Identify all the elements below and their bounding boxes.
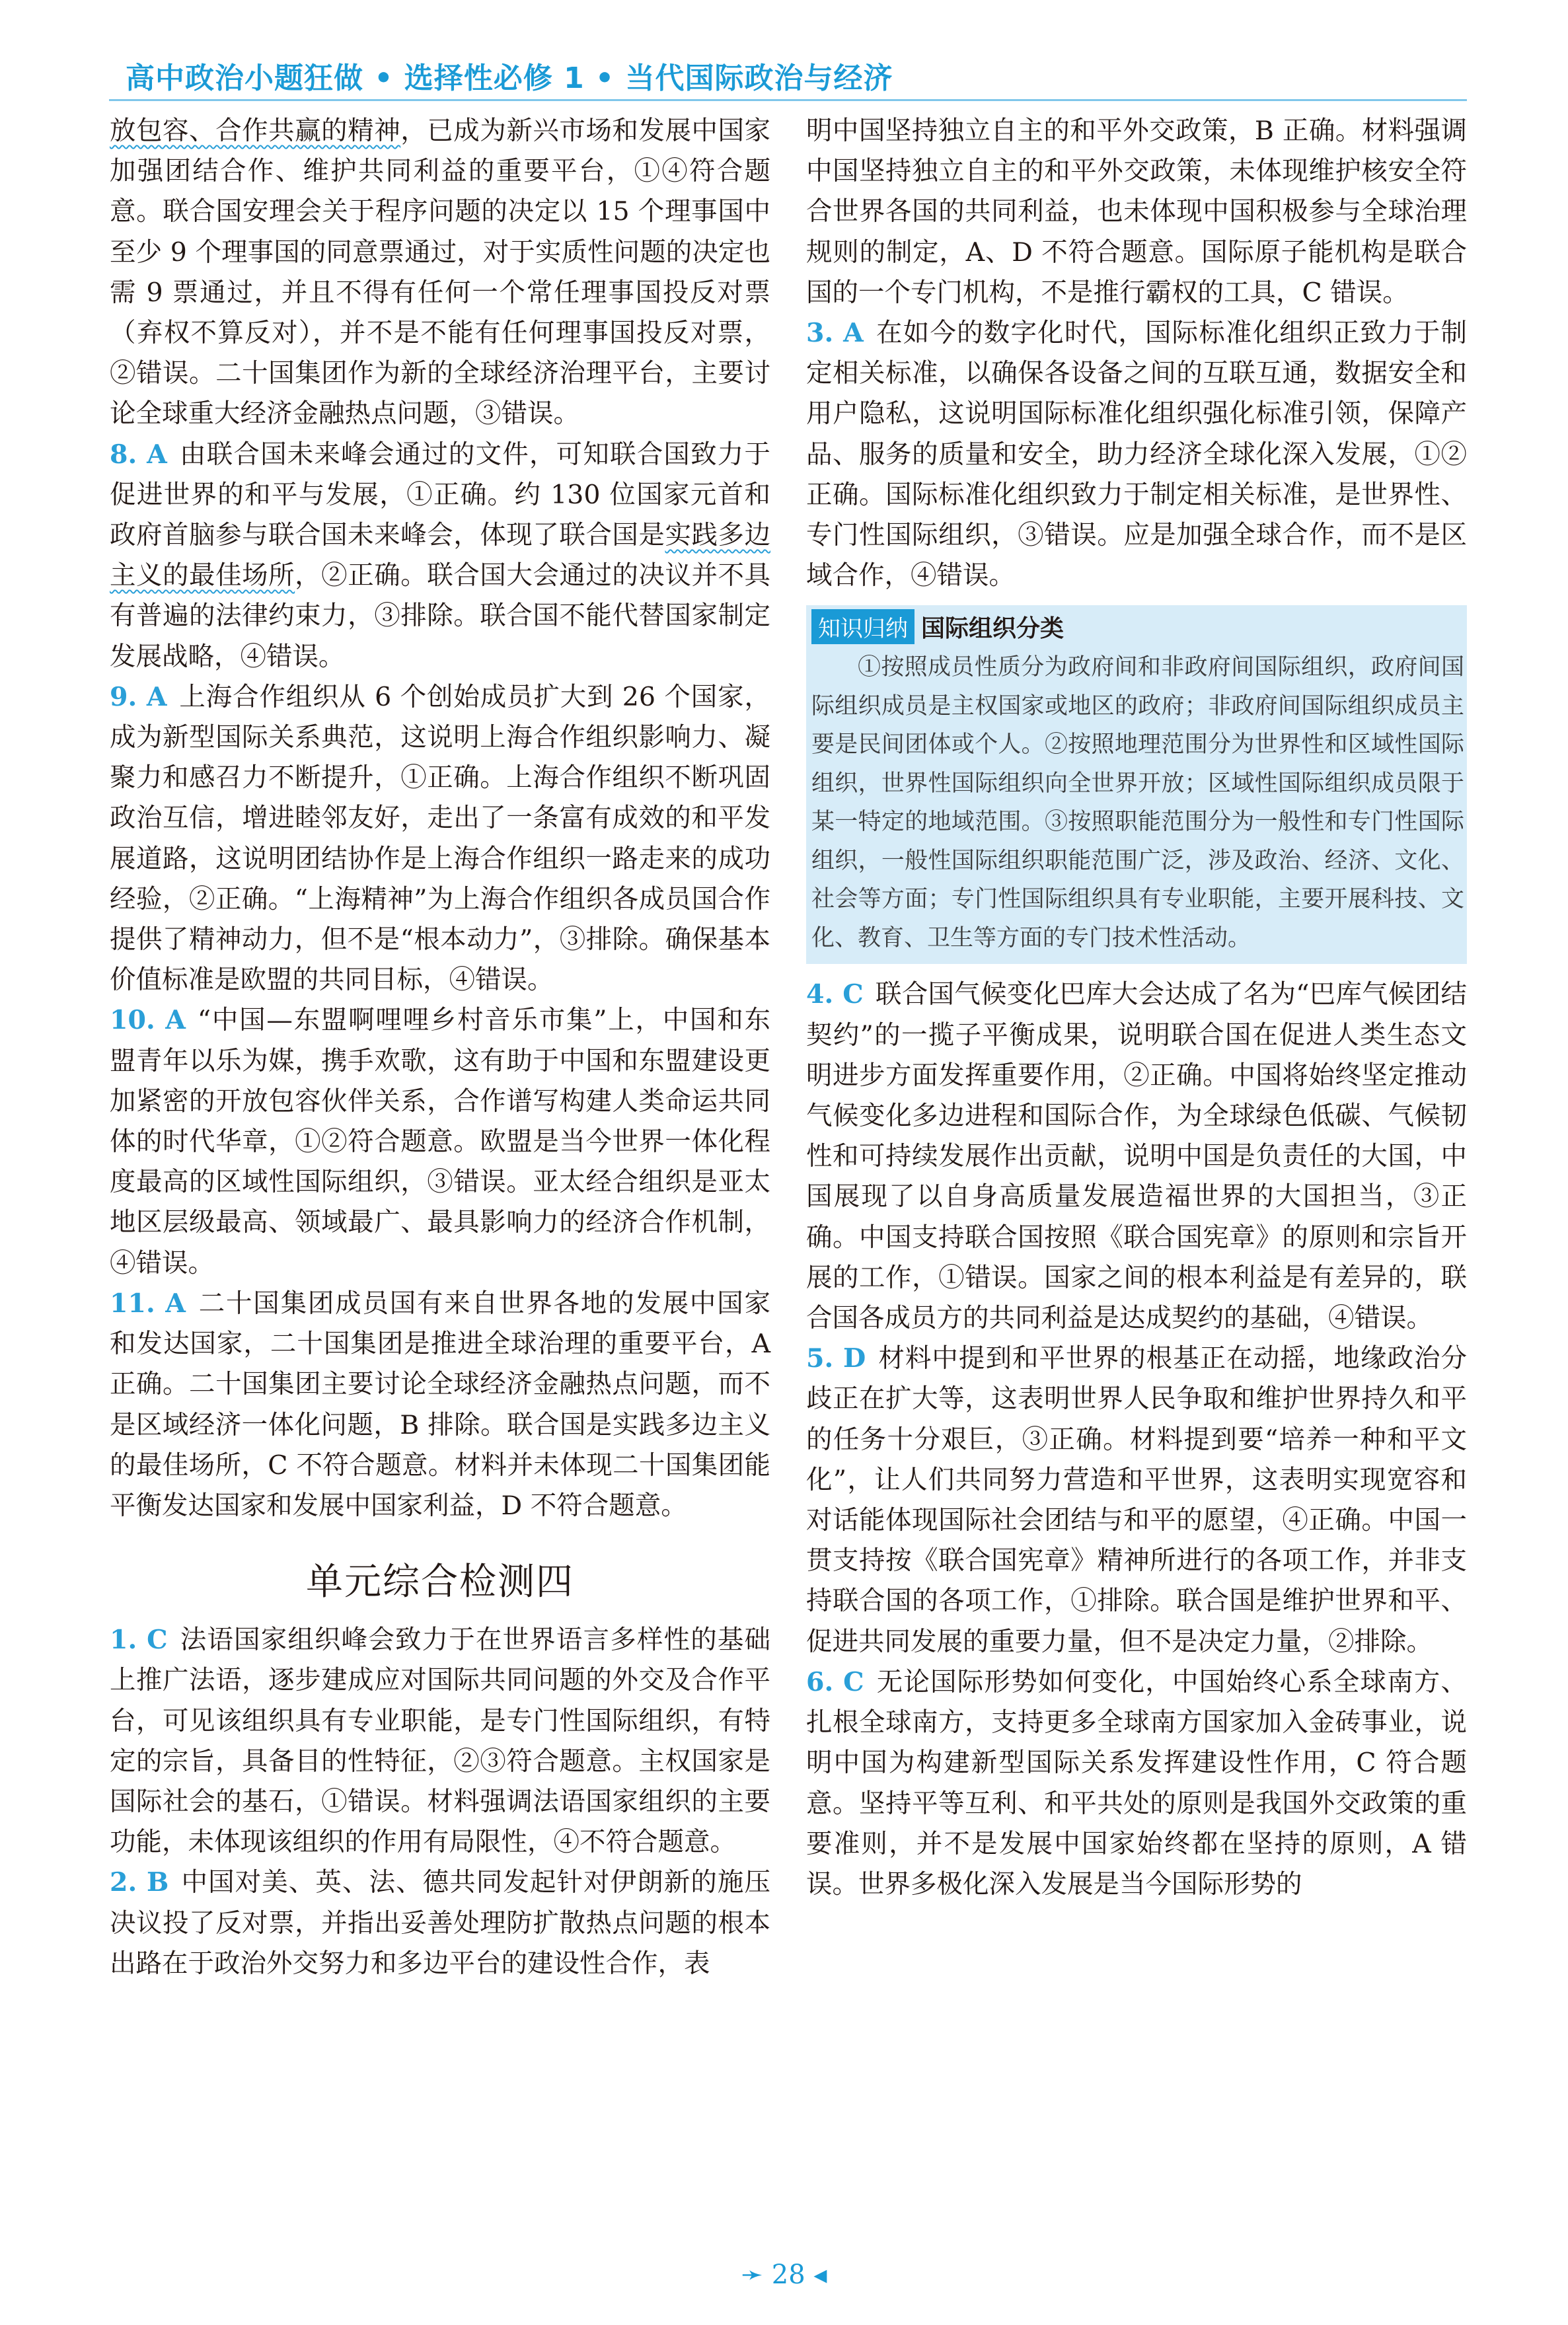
answer-number: 5. D: [806, 1343, 866, 1374]
answer-10: 10. A “中国—东盟啊哩哩乡村音乐市集”上，中国和东盟青年以乐为媒，携手欢歌，这有助于中国和东盟建设更加紧密的开放包容伙伴关系，合作谱写构建人类命运共同体的时代华章，①②符合题意。欧盟是当今世界一体化程度最高的区域性国际组织，③错误。亚太经合组织是亚太地区层级最高、领域最广、最具影响力的经济合作机制，④错误。: [110, 1005, 770, 1278]
answer-number: 4. C: [806, 979, 864, 1010]
unit-answer-1: 1. C 法语国家组织峰会致力于在世界语言多样性的基础上推广法语，逐步建成应对国际共同问题的外交及合作平台，可见该组织具有专业职能，是专门性国际组织，有特定的宗旨，具备目的性特征，②③符合题意。主权国家是国际社会的基石，①错误。材料强调法语国家组织的主要功能，未体现该组织的作用有局限性，④不符合题意。: [110, 1625, 771, 1858]
right-column: [806, 111, 1467, 1905]
header-rule: [109, 99, 1467, 101]
answer-number: 1. C: [110, 1625, 168, 1656]
answer-11: 11. A 二十国集团成员国有来自世界各地的发展中国家和发达国家，二十国集团是推进全球治理的重要平台，A 正确。二十国集团主要讨论全球经济金融热点问题，而不是区域经济一体化问题，B 排除。联合国是实践多边主义的最佳场所，C 不符合题意。材料并未体现二十国集团能平衡发达国家和发展中国家利益，D 不符合题意。: [110, 1288, 771, 1521]
arrow-right-icon: ➛: [741, 2260, 764, 2290]
knowledge-body: ①按照成员性质分为政府间和非政府间国际组织，政府间国际组织成员是主权国家或地区的政府；非政府间国际组织成员主要是民间团体或个人。②按照地理范围分为世界性和区域性国际组织，世界性国际组织向全世界开放；区域性国际组织成员限于某一特定的地域范围。③按照职能范围分为一般性和专门性国际组织，一般性国际组织职能范围广泛，涉及政治、经济、文化、社会等方面；专门性国际组织具有专业职能，主要开展科技、文化、教育、卫生等方面的专门技术性活动。: [811, 654, 1464, 951]
answer-number: 6. C: [806, 1666, 864, 1697]
wavy-emphasis: 放包容、合作共赢的精神: [110, 116, 401, 146]
left-column: [110, 111, 770, 1984]
wavy-emphasis: 实践多边主义的最佳场所: [110, 520, 771, 591]
paragraph-continued: 明中国坚持独立自主的和平外交政策，B 正确。材料强调中国坚持独立自主的和平外交政策，未体现维护核安全符合世界各国的共同利益，也未体现中国积极参与全球治理规则的制定，A、D 不符合题意。国际原子能机构是联合国的一个专门机构，不是推行霸权的工具，C 错误。: [806, 116, 1467, 308]
answer-number: 9. A: [110, 681, 167, 712]
answer-number: 2. B: [110, 1867, 169, 1898]
unit-answer-2: 2. B 中国对美、英、法、德共同发起针对伊朗新的施压决议投了反对票，并指出妥善处理防扩散热点问题的根本出路在于政治外交努力和多边平台的建设性合作，表: [110, 1867, 771, 1979]
answer-number: 8. A: [110, 439, 167, 470]
paragraph-continued: 放包容、合作共赢的精神，已成为新兴市场和发展中国家加强团结合作、维护共同利益的重要平台，①④符合题意。联合国安理会关于程序问题的决定以 15 个理事国中至少 9 个理事国的同意票通过，对于实质性问题的决定也需 9 票通过，并且不得有任何一个常任理事国投反对票（弃权不算反对），并不是不能有任何理事国投反对票，②错误。二十国集团作为新的全球经济治理平台，主要讨论全球重大经济金融热点问题，③错误。: [110, 116, 771, 429]
answer-9: 9. A 上海合作组织从 6 个创始成员扩大到 26 个国家，成为新型国际关系典范，这说明上海合作组织影响力、凝聚力和感召力不断提升，①正确。上海合作组织不断巩固政治互信，增进睦邻友好，走出了一条富有成效的和平发展道路，这说明团结协作是上海合作组织一路走来的成功经验，②正确。“上海精神”为上海合作组织各成员国合作提供了精神动力，但不是“根本动力”，③排除。确保基本价值标准是欧盟的共同目标，④错误。: [110, 681, 770, 996]
running-header: 高中政治小题狂做 • 选择性必修 1 • 当代国际政治与经济: [126, 61, 893, 95]
unit-answer-5: 5. D 材料中提到和平世界的根基正在动摇，地缘政治分歧正在扩大等，这表明世界人民争取和维护世界持久和平的任务十分艰巨，③正确。材料提到要“培养一种和平文化”，让人们共同努力营造和平世界，这表明实现宽容和对话能体现国际社会团结与和平的愿望，④正确。中国一贯支持按《联合国宪章》精神所进行的各项工作，并非支持联合国的各项工作，①排除。联合国是维护世界和平、促进共同发展的重要力量，但不是决定力量，②排除。: [806, 1343, 1467, 1657]
answer-8: 8. A 由联合国未来峰会通过的文件，可知联合国致力于促进世界的和平与发展，①正确。约 130 位国家元首和政府首脑参与联合国未来峰会，体现了联合国是实践多边主义的最佳场所，②正确。联合国大会通过的决议并不具有普遍的法律约束力，③排除。联合国不能代替国家制定发展战略，④错误。: [110, 439, 771, 672]
knowledge-summary-box: [806, 605, 1467, 964]
answer-number: 10. A: [110, 1005, 186, 1036]
unit-answer-3: 3. A 在如今的数字化时代，国际标准化组织正致力于制定相关标准，以确保各设备之间的互联互通，数据安全和用户隐私，这说明国际标准化组织强化标准引领，保障产品、服务的质量和安全，助力经济全球化深入发展，①②正确。国际标准化组织致力于制定相关标准，是世界性、专门性国际组织，③错误。应是加强全球合作，而不是区域合作，④错误。: [806, 318, 1467, 591]
unit-answer-4: 4. C 联合国气候变化巴库大会达成了名为“巴库气候团结契约”的一揽子平衡成果，说明联合国在促进人类生态文明进步方面发挥重要作用，②正确。中国将始终坚定推动气候变化多边进程和国际合作，为全球绿色低碳、气候韧性和可持续发展作出贡献，说明中国是负责任的大国，中国展现了以自身高质量发展造福世界的大国担当，③正确。中国支持联合国按照《联合国宪章》的原则和宗旨开展的工作，①错误。国家之间的根本利益是有差异的，联合国各成员方的共同利益是达成契约的基础，④错误。: [806, 979, 1467, 1334]
knowledge-summary-header: [811, 609, 1464, 644]
unit-title: 单元综合检测四: [306, 1561, 574, 1604]
arrow-left-icon: ◂: [813, 2260, 827, 2290]
unit-answer-6: 6. C 无论国际形势如何变化，中国始终心系全球南方、扎根全球南方，支持更多全球南方国家加入金砖事业，说明中国为构建新型国际关系发挥建设性作用，C 符合题意。坚持平等互利、和平共处的原则是我国外交政策的重要准则，并不是发展中国家始终都在坚持的原则，A 错误。世界多极化深入发展是当今国际形势的: [806, 1666, 1468, 1900]
knowledge-tag: 知识归纳: [811, 609, 915, 644]
answer-number: 3. A: [806, 318, 864, 349]
page-number: ➛ 28 ◂: [741, 2260, 827, 2290]
answer-number: 11. A: [110, 1288, 186, 1319]
knowledge-title: 国际组织分类: [921, 615, 1064, 643]
